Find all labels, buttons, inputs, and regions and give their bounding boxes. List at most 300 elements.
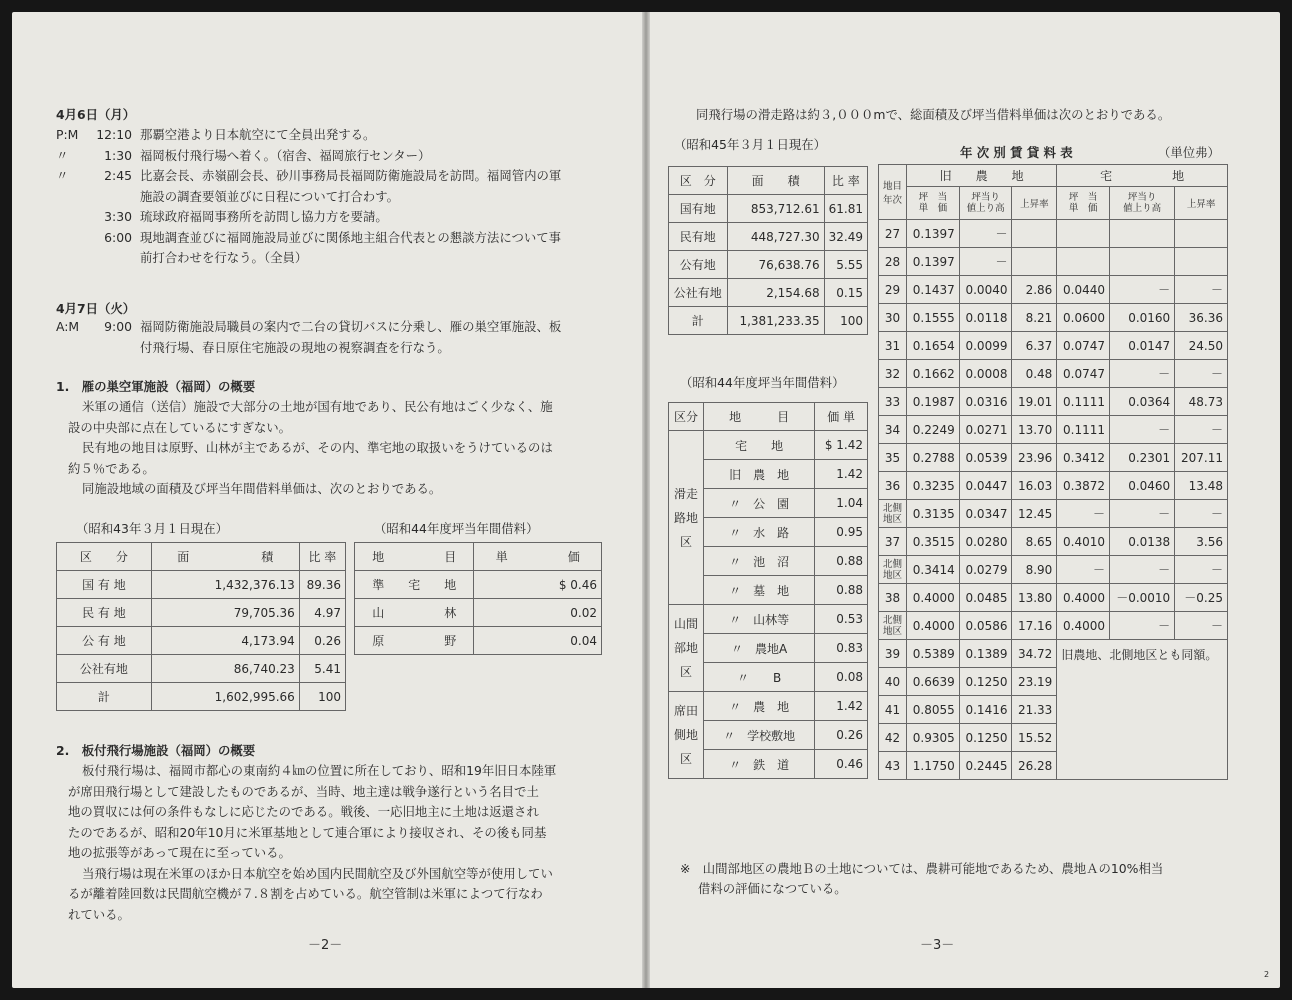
table-cell: 国 有 地 — [57, 571, 152, 599]
table-row — [57, 627, 346, 655]
table-cell: 1.42 — [815, 460, 868, 489]
rate-header: 上昇率 — [1175, 187, 1228, 220]
table-cell: 公社有地 — [57, 655, 152, 683]
table-cell: 28 — [879, 248, 907, 276]
table-cell: 853,712.61 — [727, 195, 824, 223]
table-cell: 計 — [57, 683, 152, 711]
annual-rent-table — [878, 164, 1228, 780]
table-cell: 0.5389 — [907, 640, 960, 668]
runway-area-table — [668, 166, 868, 335]
table-cell: 0.0485 — [959, 584, 1012, 612]
table-cell: 0.0316 — [959, 388, 1012, 416]
table-cell: 13.80 — [1012, 584, 1057, 612]
table-cell: 0.3872 — [1057, 472, 1110, 500]
table-cell: 〃 墓 地 — [703, 576, 814, 605]
table-cell: 0.4000 — [907, 612, 960, 640]
table-cell: 0.88 — [815, 547, 868, 576]
table-cell: 8.21 — [1012, 304, 1057, 332]
table-cell: 43 — [879, 752, 907, 780]
table1-caption: （昭和43年３月１日現在） — [76, 521, 229, 536]
corner-header — [879, 165, 907, 220]
col-header: 地 目 — [703, 403, 814, 431]
table-cell: 79,705.36 — [151, 599, 299, 627]
table-cell: 〃 池 沼 — [703, 547, 814, 576]
col-header: 価 単 — [815, 403, 868, 431]
table-cell: 35 — [879, 444, 907, 472]
table-cell: － — [1175, 500, 1228, 528]
table-row — [669, 692, 868, 721]
table-cell: 国有地 — [669, 195, 728, 223]
schedule-text: 福岡板付飛行場へ着く。（宿舎、福岡旅行センター） — [140, 147, 431, 163]
price-header: 坪 当 単 価 — [907, 187, 960, 220]
schedule-text: 現地調査並びに福岡施設局並びに関係地主組合代表との懇談方法について事 — [140, 229, 562, 245]
table-cell — [1057, 220, 1110, 248]
table-cell: － — [1110, 612, 1175, 640]
table-cell: 16.03 — [1012, 472, 1057, 500]
schedule-text: 前打合わせを行なう。（全員） — [140, 250, 308, 265]
table-cell: 0.1987 — [907, 388, 960, 416]
table-cell — [1110, 248, 1175, 276]
book-gutter — [642, 12, 650, 988]
table-cell: 0.3414 — [907, 556, 960, 584]
table-cell: 2,154.68 — [727, 279, 824, 307]
table-cell: 1.04 — [815, 489, 868, 518]
schedule-time: 1:30 — [104, 147, 132, 163]
table-row — [669, 195, 868, 223]
table-cell: 48.73 — [1175, 388, 1228, 416]
rate-header: 上昇率 — [1012, 187, 1057, 220]
table-cell: 〃 学校敷地 — [703, 721, 814, 750]
area-caption: （昭和45年３月１日現在） — [674, 137, 827, 152]
table-cell: 1,432,376.13 — [151, 571, 299, 599]
table-cell: －0.25 — [1175, 584, 1228, 612]
table-cell: 0.1397 — [907, 220, 960, 248]
table-row — [879, 248, 1228, 276]
col-header: 区 分 — [669, 167, 728, 195]
table-cell: 宅 地 — [703, 431, 814, 460]
table-cell: 0.2301 — [1110, 444, 1175, 472]
runway-rent-table — [668, 402, 868, 779]
table-header-row — [879, 165, 1228, 187]
table-cell: 36.36 — [1175, 304, 1228, 332]
table-row — [879, 304, 1228, 332]
table-cell: 0.0600 — [1057, 304, 1110, 332]
table-cell — [1012, 248, 1057, 276]
table-row — [879, 416, 1228, 444]
table-cell: 21.33 — [1012, 696, 1057, 724]
table-cell: 27 — [879, 220, 907, 248]
price-header: 坪 当 単 価 — [1057, 187, 1110, 220]
table-cell: 0.53 — [815, 605, 868, 634]
table-cell: 山 林 — [355, 599, 474, 627]
paragraph-line: 当飛行場は現在米軍のほか日本航空を始め国内民間航空及び外国航空等が使用してい — [82, 865, 553, 881]
schedule-text: 福岡防衛施設局職員の案内で二台の貸切バスに分乗し、雁の巣空軍施設、板 — [140, 319, 562, 334]
rent-caption: （昭和44年度坪当年間借料） — [680, 375, 845, 390]
schedule-time: 2:45 — [104, 168, 132, 183]
table-row — [57, 655, 346, 683]
table-row — [879, 276, 1228, 304]
schedule-text: 付飛行場、春日原住宅施設の現地の視察調査を行なう。 — [140, 339, 450, 355]
table-cell: 公社有地 — [669, 279, 728, 307]
table-cell: 8.90 — [1012, 556, 1057, 584]
paragraph-line: 民有地の地目は原野、山林が主であるが、その内、準宅地の取扱いをうけているのは — [82, 440, 553, 455]
table-cell: 0.04 — [474, 627, 602, 655]
table-row — [355, 627, 602, 655]
table-cell: $ 0.46 — [474, 571, 602, 599]
table-cell: 0.1111 — [1057, 388, 1110, 416]
paragraph-line: れている。 — [68, 906, 130, 922]
table-cell: 13.48 — [1175, 472, 1228, 500]
schedule-text: 施設の調査要領並びに日程について打合わす。 — [140, 188, 399, 204]
table-row — [879, 640, 1228, 668]
table-cell: 5.41 — [299, 655, 345, 683]
table-cell: 34 — [879, 416, 907, 444]
table-cell: － — [1110, 276, 1175, 304]
paragraph-line: 約５％である。 — [68, 460, 155, 476]
table-cell — [1012, 220, 1057, 248]
table-cell: 207.11 — [1175, 444, 1228, 472]
table-cell: 0.1250 — [959, 668, 1012, 696]
table-cell: － — [1057, 556, 1110, 584]
table-row — [879, 528, 1228, 556]
table-cell: 2.86 — [1012, 276, 1057, 304]
table-cell: 旧 農 地 — [703, 460, 814, 489]
table-cell: 計 — [669, 307, 728, 335]
table-cell: 23.96 — [1012, 444, 1057, 472]
table-header-row — [669, 167, 868, 195]
table-cell: 4,173.94 — [151, 627, 299, 655]
col-header: 区分 — [669, 403, 704, 431]
table-cell: 原 野 — [355, 627, 474, 655]
table-cell: － — [959, 220, 1012, 248]
paragraph-line: 設の中央部に点在しているにすぎない。 — [68, 419, 292, 435]
paragraph-line: 板付飛行場は、福岡市都心の東南約４㎞の位置に所在しており、昭和19年旧日本陸軍 — [82, 763, 557, 778]
table-cell: 0.4000 — [907, 584, 960, 612]
table-cell: 0.26 — [299, 627, 345, 655]
rise-header: 坪当り 値上り高 — [1110, 187, 1175, 220]
table-cell: － — [1175, 612, 1228, 640]
table-cell: 30 — [879, 304, 907, 332]
table-cell: 76,638.76 — [727, 251, 824, 279]
table-cell: 61.81 — [824, 195, 867, 223]
table-cell: － — [1057, 500, 1110, 528]
table-cell: 〃 農 地 — [703, 692, 814, 721]
table-cell: 5.55 — [824, 251, 867, 279]
table-cell: 0.48 — [1012, 360, 1057, 388]
table-cell: 0.3412 — [1057, 444, 1110, 472]
table-cell: 0.1654 — [907, 332, 960, 360]
schedule-mark: A:M — [56, 319, 80, 334]
table-cell: 0.0747 — [1057, 360, 1110, 388]
paragraph-line: るが離着陸回数は民間航空機が７.８割を占めている。航空管制は米軍によつて行なわ — [68, 886, 543, 901]
table-cell: 0.0747 — [1057, 332, 1110, 360]
table-cell: 0.95 — [815, 518, 868, 547]
table-cell: 〃 山林等 — [703, 605, 814, 634]
table-cell: 〃 B — [703, 663, 814, 692]
table-row — [879, 500, 1228, 528]
table-cell: 〃 公 園 — [703, 489, 814, 518]
table-row — [879, 332, 1228, 360]
table-cell: 0.0040 — [959, 276, 1012, 304]
table-cell: 〃 鉄 道 — [703, 750, 814, 779]
schedule-text: 比嘉会長、赤嶺副会長、砂川事務局長福岡防衛施設局を訪問。福岡管内の軍 — [140, 168, 562, 183]
table-cell: 32.49 — [824, 223, 867, 251]
table-cell: －0.0010 — [1110, 584, 1175, 612]
table-cell: 4.97 — [299, 599, 345, 627]
paragraph-line: 地の買収には何の条件もなしに応じたのである。戦後、一応旧地主に土地は返還され — [68, 804, 539, 819]
table-cell: 0.4000 — [1057, 584, 1110, 612]
paragraph-line: が席田飛行場として建設したものであるが、当時、地主達は戦争遂行という名目で土 — [68, 783, 539, 799]
table-cell: － — [1110, 360, 1175, 388]
table-cell: 0.0280 — [959, 528, 1012, 556]
table-header-row — [669, 403, 868, 431]
schedule-mark: P:M — [56, 127, 79, 142]
group-label: 席田側地区 — [669, 692, 704, 779]
date-heading-apr6: 4月6日（月） — [56, 107, 136, 122]
table-cell: 0.0539 — [959, 444, 1012, 472]
table-cell: 0.1437 — [907, 276, 960, 304]
table-cell: 1,381,233.35 — [727, 307, 824, 335]
table2-caption: （昭和44年度坪当年間借料） — [374, 521, 539, 536]
table-cell: 0.0118 — [959, 304, 1012, 332]
table-cell: 0.0160 — [1110, 304, 1175, 332]
table-cell: － — [1110, 556, 1175, 584]
table-cell: 42 — [879, 724, 907, 752]
table-cell — [1110, 220, 1175, 248]
table-row — [57, 571, 346, 599]
table-row — [355, 571, 602, 599]
table-cell: 3.56 — [1175, 528, 1228, 556]
intro-text: 同飛行場の滑走路は約３,０００mで、総面積及び坪当借料単価は次のとおりである。 — [696, 107, 1171, 122]
table-row — [669, 279, 868, 307]
table-cell: 0.0099 — [959, 332, 1012, 360]
table-cell: － — [1110, 416, 1175, 444]
residential-header: 宅 地 — [1057, 165, 1228, 187]
annual-note: 旧農地、北側地区とも同額。 — [1057, 640, 1228, 780]
right-page — [650, 12, 1280, 988]
annual-table-title: 年 次 別 賃 貸 料 表 — [960, 145, 1073, 160]
table-cell: 0.0147 — [1110, 332, 1175, 360]
table-cell: 0.1250 — [959, 724, 1012, 752]
schedule-time: 6:00 — [104, 229, 132, 245]
table-cell: 北側地区 — [879, 500, 907, 528]
corner-bottom: 年次 — [883, 195, 903, 206]
table-cell: 0.0138 — [1110, 528, 1175, 556]
table-row — [57, 683, 346, 711]
table-cell: 0.0440 — [1057, 276, 1110, 304]
paragraph-line: 米軍の通信（送信）施設で大部分の土地が国有地であり、民公有地はごく少なく、施 — [82, 399, 553, 414]
table-cell: 0.15 — [824, 279, 867, 307]
table-cell: 1.42 — [815, 692, 868, 721]
table-cell: 40 — [879, 668, 907, 696]
table-row — [355, 599, 602, 627]
table-cell: 32 — [879, 360, 907, 388]
table-header-row — [355, 543, 602, 571]
table-cell: 0.1111 — [1057, 416, 1110, 444]
schedule-text: 那覇空港より日本航空にて全員出発する。 — [140, 127, 376, 142]
table-cell: 0.1662 — [907, 360, 960, 388]
table-row — [879, 444, 1228, 472]
schedule-time: 3:30 — [104, 209, 132, 224]
schedule-time: 12:10 — [96, 127, 132, 142]
footnote: ※ 山間部地区の農地Ｂの土地については、農耕可能地であるため、農地Ａの10%相当 — [680, 861, 1164, 876]
table-cell — [1175, 248, 1228, 276]
corner-mark: 2 — [1264, 970, 1270, 979]
group-label: 滑走路地区 — [669, 431, 704, 605]
table-cell: 0.1389 — [959, 640, 1012, 668]
table-row — [669, 431, 868, 460]
annual-table-unit: （単位弗） — [1158, 145, 1220, 160]
date-heading-apr7: 4月7日（火） — [56, 301, 136, 316]
table-cell: 86,740.23 — [151, 655, 299, 683]
table-cell: 0.4010 — [1057, 528, 1110, 556]
table-cell: 0.83 — [815, 634, 868, 663]
table-row — [669, 605, 868, 634]
table-cell: 公有地 — [669, 251, 728, 279]
group-label: 山間部地区 — [669, 605, 704, 692]
table-cell: 北側地区 — [879, 612, 907, 640]
table-row — [669, 251, 868, 279]
page-number: －3－ — [920, 938, 955, 953]
rise-header: 坪当り 値上り高 — [959, 187, 1012, 220]
table-cell: 19.01 — [1012, 388, 1057, 416]
table-cell: 0.1555 — [907, 304, 960, 332]
section-1-title: 1. 雁の巣空軍施設（福岡）の概要 — [56, 379, 256, 394]
col-header: 面 積 — [727, 167, 824, 195]
table-cell: 15.52 — [1012, 724, 1057, 752]
table-row — [879, 556, 1228, 584]
table-cell: 33 — [879, 388, 907, 416]
col-header: 区 分 — [57, 543, 152, 571]
table-cell: 0.0364 — [1110, 388, 1175, 416]
table-cell: 12.45 — [1012, 500, 1057, 528]
table-cell: － — [1110, 500, 1175, 528]
old-farm-header: 旧 農 地 — [907, 165, 1057, 187]
table-cell: 26.28 — [1012, 752, 1057, 780]
table-cell: 89.36 — [299, 571, 345, 599]
table-row — [879, 220, 1228, 248]
col-header: 地 目 — [355, 543, 474, 571]
table-cell: － — [1175, 416, 1228, 444]
table-cell: 0.8055 — [907, 696, 960, 724]
paragraph-line: たのであるが、昭和20年10月に米軍基地として連合軍により接収され、その後も同基 — [68, 824, 547, 840]
table-cell: 0.46 — [815, 750, 868, 779]
table-cell: 8.65 — [1012, 528, 1057, 556]
table-cell: 公 有 地 — [57, 627, 152, 655]
table-cell: 0.0008 — [959, 360, 1012, 388]
schedule-text: 琉球政府福岡事務所を訪問し協力方を要請。 — [140, 209, 388, 224]
page-number: －2－ — [308, 938, 343, 953]
table-row — [879, 612, 1228, 640]
table-cell: 0.1416 — [959, 696, 1012, 724]
table-cell: 39 — [879, 640, 907, 668]
table-cell: 0.08 — [815, 663, 868, 692]
table-cell: 23.19 — [1012, 668, 1057, 696]
table-cell: 0.0279 — [959, 556, 1012, 584]
left-page — [12, 12, 642, 988]
table-cell: 0.0271 — [959, 416, 1012, 444]
table-cell: 0.6639 — [907, 668, 960, 696]
table-cell: 0.88 — [815, 576, 868, 605]
col-header: 比 率 — [299, 543, 345, 571]
table-cell: 民有地 — [669, 223, 728, 251]
table-cell — [1175, 220, 1228, 248]
table-cell: 448,727.30 — [727, 223, 824, 251]
table-cell: － — [959, 248, 1012, 276]
table-cell: 〃 水 路 — [703, 518, 814, 547]
table-row — [879, 360, 1228, 388]
table-row — [879, 584, 1228, 612]
section-2-title: 2. 板付飛行場施設（福岡）の概要 — [56, 743, 256, 758]
table-row — [879, 472, 1228, 500]
table-cell: 17.16 — [1012, 612, 1057, 640]
table-cell: 0.9305 — [907, 724, 960, 752]
table-cell: 38 — [879, 584, 907, 612]
table-cell: 0.2788 — [907, 444, 960, 472]
table-cell: 6.37 — [1012, 332, 1057, 360]
table-cell: 24.50 — [1175, 332, 1228, 360]
table-cell: 0.4000 — [1057, 612, 1110, 640]
col-header: 比 率 — [824, 167, 867, 195]
table-cell: 36 — [879, 472, 907, 500]
table-cell: 0.0586 — [959, 612, 1012, 640]
table-cell: 0.1397 — [907, 248, 960, 276]
table-cell: 0.2445 — [959, 752, 1012, 780]
table-cell: 0.0460 — [1110, 472, 1175, 500]
table-subheader-row — [879, 187, 1228, 220]
table-cell — [1057, 248, 1110, 276]
table-cell: － — [1175, 360, 1228, 388]
table-cell: 〃 農地A — [703, 634, 814, 663]
table-row — [669, 307, 868, 335]
table-cell: 0.3235 — [907, 472, 960, 500]
rent-unit-table — [354, 542, 602, 655]
table-cell: 1.1750 — [907, 752, 960, 780]
table-cell: 0.02 — [474, 599, 602, 627]
table-cell: $ 1.42 — [815, 431, 868, 460]
table-cell: 0.26 — [815, 721, 868, 750]
table-header-row — [57, 543, 346, 571]
table-row — [669, 223, 868, 251]
table-cell: － — [1175, 276, 1228, 304]
corner-top: 地目 — [883, 181, 903, 192]
table-row — [57, 599, 346, 627]
land-area-table — [56, 542, 346, 711]
table-cell: 0.2249 — [907, 416, 960, 444]
table-row — [879, 388, 1228, 416]
paragraph-line: 地の拡張等があって現在に至っている。 — [68, 845, 291, 860]
schedule-time: 9:00 — [104, 319, 132, 334]
col-header: 単 価 — [474, 543, 602, 571]
table-cell: 民 有 地 — [57, 599, 152, 627]
table-cell: 0.3515 — [907, 528, 960, 556]
table-cell: 0.0347 — [959, 500, 1012, 528]
table-cell: 100 — [824, 307, 867, 335]
table-cell: 31 — [879, 332, 907, 360]
table-cell: 34.72 — [1012, 640, 1057, 668]
col-header: 面 積 — [151, 543, 299, 571]
paragraph-line: 同施設地域の面積及び坪当年間借料単価は、次のとおりである。 — [82, 481, 442, 496]
table-cell: 0.0447 — [959, 472, 1012, 500]
schedule-mark: 〃 — [56, 168, 69, 183]
table-cell: 13.70 — [1012, 416, 1057, 444]
table-cell: 37 — [879, 528, 907, 556]
table-cell: 準 宅 地 — [355, 571, 474, 599]
table-cell: － — [1175, 556, 1228, 584]
table-cell: 0.3135 — [907, 500, 960, 528]
table-cell: 北側地区 — [879, 556, 907, 584]
table-cell: 29 — [879, 276, 907, 304]
